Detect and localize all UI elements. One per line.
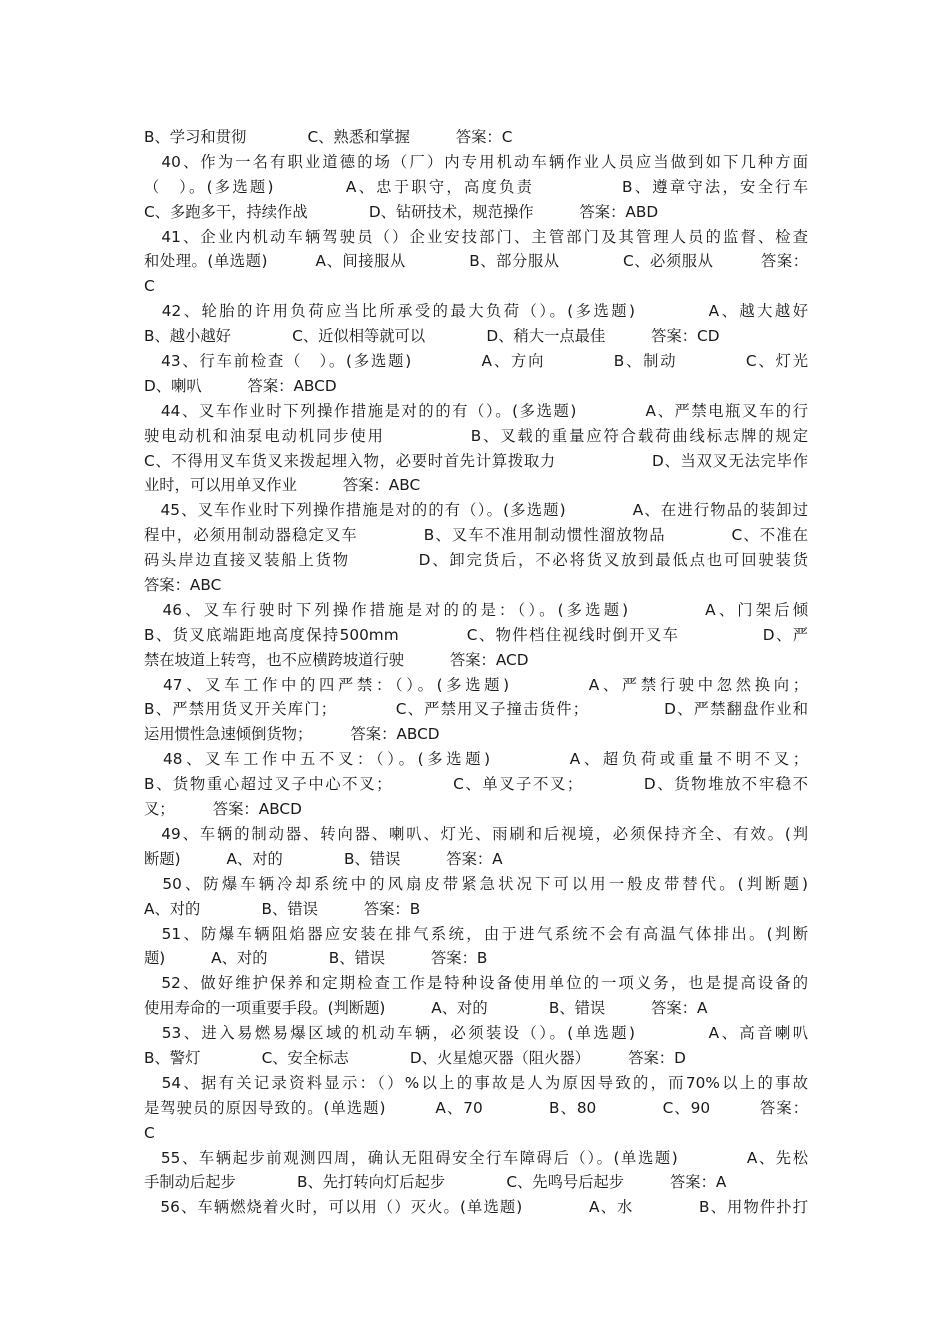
text-line: C、不得用叉车货叉来拨起埋入物，必要时首先计算拨取力 D、当双叉无法完毕作 — [144, 451, 808, 470]
text-line: 禁在坡道上转弯，也不应横跨坡道行驶 答案：ACD — [144, 650, 529, 669]
text-line: B、学习和贯彻 C、熟悉和掌握 答案：C — [144, 128, 513, 146]
text-line: 55、车辆起步前观测四周，确认无阻碍安全行车障碍后（）。(单选题) A、先松 — [144, 1148, 808, 1167]
text-line: 答案：ABC — [144, 576, 222, 595]
text-line: B、货叉底端距地高度保持500mm C、物件档住视线时倒开叉车 D、严 — [144, 625, 808, 644]
text-line: 49、车辆的制动器、转向器、喇叭、灯光、雨刷和后视境，必须保持齐全、有效。(判 — [144, 824, 808, 843]
text-line: 44、叉车作业时下列操作措施是对的的有（）。(多选题) A、严禁电瓶叉车的行 — [144, 401, 808, 420]
text-line: B、警灯 C、安全标志 D、火星熄灭器（阻火器） 答案：D — [144, 1048, 686, 1067]
text-line: 46、叉车行驶时下列操作措施是对的的是：（）。(多选题) A、门架后倾 — [144, 600, 808, 619]
text-line: 驶电动机和油泵电动机同步使用 B、叉载的重量应符合载荷曲线标志牌的规定 — [144, 426, 808, 445]
text-line: 52、做好维护保养和定期检查工作是特种设备使用单位的一项义务，也是提高设备的 — [144, 974, 808, 993]
text-line: 运用惯性急速倾倒货物； 答案：ABCD — [144, 725, 440, 744]
text-line: 使用寿命的一项重要手段。(判断题) A、对的 B、错误 答案：A — [144, 999, 708, 1018]
text-line: 43、行车前检查（ ）。(多选题) A、方向 B、制动 C、灯光 — [144, 352, 808, 371]
text-line: （ ）。(多选题) A、忠于职守，高度负责 B、遵章守法，安全行车 — [144, 177, 808, 196]
text-line: A、对的 B、错误 答案：B — [144, 899, 421, 918]
text-line: B、货物重心超过叉子中心不叉； C、单叉子不叉； D、货物堆放不牢稳不 — [144, 775, 808, 794]
text-line: C — [144, 277, 155, 296]
text-line: 53、进入易燃易爆区域的机动车辆，必须装设（）。(单选题) A、高音喇叭 — [144, 1024, 808, 1043]
text-line: 断题) A、对的 B、错误 答案：A — [144, 849, 503, 868]
text-line: B、严禁用货叉开关库门； C、严禁用叉子撞击货件； D、严禁翻盘作业和 — [144, 700, 808, 719]
text-line: 码头岸边直接叉装船上货物 D、卸完货后，不必将货叉放到最低点也可回驶装货 — [144, 551, 808, 570]
text-line: 题) A、对的 B、错误 答案：B — [144, 949, 488, 968]
text-line: 56、车辆燃烧着火时，可以用（）灭火。(单选题) A、水 B、用物件扑打 — [144, 1198, 808, 1217]
text-line: 手制动后起步 B、先打转向灯后起步 C、先鸣号后起步 答案：A — [144, 1173, 727, 1192]
text-line: 是驾驶员的原因导致的。(单选题) A、70 B、80 C、90 答案： — [144, 1098, 808, 1117]
text-line: B、越小越好 C、近似相等就可以 D、稍大一点最佳 答案：CD — [144, 327, 720, 346]
text-line: 41、企业内机动车辆驾驶员（）企业安技部门、主管部门及其管理人员的监督、检查 — [144, 227, 808, 246]
text-line: 47、叉车工作中的四严禁：（）。(多选题) A、严禁行驶中忽然换向； — [144, 675, 808, 694]
text-line: 业时，可以用单叉作业 答案：ABC — [144, 476, 421, 495]
text-line: 50、防爆车辆冷却系统中的风扇皮带紧急状况下可以用一般皮带替代。(判断题) — [144, 874, 808, 893]
document-page — [144, 125, 808, 1220]
text-line: 48、叉车工作中五不叉：（）。(多选题) A、超负荷或重量不明不叉； — [144, 750, 808, 769]
text-line: 54、据有关记录资料显示：（）%以上的事故是人为原因导致的，而70%以上的事故 — [144, 1073, 808, 1092]
text-line: 叉； 答案：ABCD — [144, 800, 302, 819]
text-line: 42、轮胎的许用负荷应当比所承受的最大负荷（）。(多选题) A、越大越好 — [144, 302, 808, 321]
text-line: C — [144, 1123, 155, 1142]
text-line: 和处理。(单选题) A、间接服从 B、部分服从 C、必须服从 答案： — [144, 252, 808, 271]
text-line: 45、叉车作业时下列操作措施是对的的有（）。(多选题) A、在进行物品的装卸过 — [144, 501, 808, 520]
text-line: 程中，必须用制动器稳定叉车 B、叉车不准用制动惯性溜放物品 C、不准在 — [144, 526, 808, 545]
text-line: C、多跑多干，持续作战 D、钻研技术，规范操作 答案：ABD — [144, 202, 659, 221]
text-line: 51、防爆车辆阻焰器应安装在排气系统，由于进气系统不会有高温气体排出。(判断 — [144, 924, 808, 943]
text-line: 40、作为一名有职业道德的场（厂）内专用机动车辆作业人员应当做到如下几种方面 — [144, 152, 808, 171]
text-line: D、喇叭 答案：ABCD — [144, 376, 337, 395]
document-body — [144, 125, 808, 1220]
